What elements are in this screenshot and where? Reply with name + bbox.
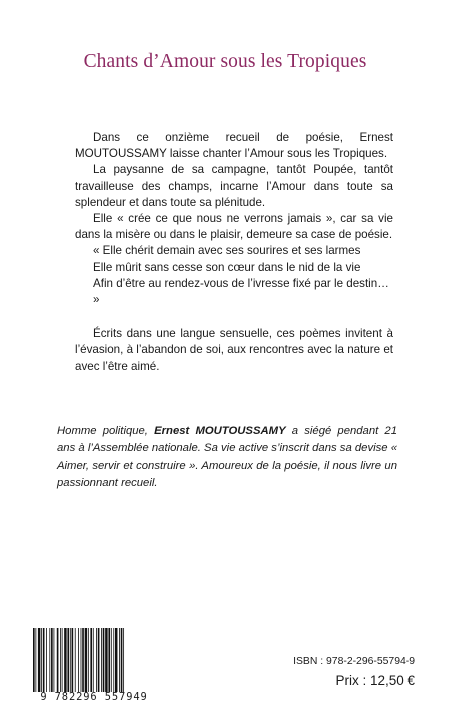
barcode-bar [78, 628, 79, 692]
isbn-number: ISBN : 978-2-296-55794-9 [293, 656, 415, 667]
barcode-bar [119, 628, 120, 692]
book-title: Chants d’Amour sous les Tropiques [83, 51, 367, 72]
barcode-bar [82, 628, 84, 692]
barcode-bar [49, 628, 50, 692]
barcode-bar [96, 628, 97, 692]
barcode-bar [51, 628, 53, 692]
barcode-bar [121, 628, 123, 692]
poem-quote-line-2: Elle mûrit sans cesse son cœur dans le nid de la vie [93, 260, 361, 274]
barcode-bar [43, 628, 45, 692]
barcode-image [32, 628, 156, 694]
barcode-bar [108, 628, 110, 692]
barcode-bar [88, 628, 89, 692]
poem-quote-line-3: Afin d’être au rendez-vous de l’ivresse fixé par le destin… » [93, 276, 389, 307]
barcode-bar [75, 628, 76, 692]
barcode-bar [93, 628, 94, 692]
barcode-bar [46, 628, 47, 692]
blurb-paragraph-2: La paysanne de sa campagne, tantôt Poupée, tantôt travailleuse des champs, incarne l’Amour dans toute sa splendeur et dans toute sa plénitude. [75, 163, 393, 209]
barcode-bar [60, 628, 61, 692]
blurb-text [75, 130, 393, 375]
author-name: Ernest MOUTOUSSAMY [154, 425, 286, 437]
barcode-bar [33, 628, 35, 692]
author-bio-text-1: Homme politique, [57, 425, 155, 437]
barcode-bar [85, 628, 87, 692]
barcode-bar [62, 628, 63, 692]
barcode-bar [41, 628, 42, 692]
barcode-bar [81, 628, 82, 692]
blurb-paragraph-4: Écrits dans une langue sensuelle, ces poèmes invitent à l’évasion, à l’abandon de soi, aux rencontres avec la nature et avec l’être aimé. [75, 327, 393, 373]
blurb-paragraph-3: Elle « crée ce que nous ne verrons jamais », car sa vie dans la misère ou dans le plaisir, demeure sa case de poésie. [75, 212, 393, 242]
barcode-bar [105, 628, 107, 692]
barcode-bar [72, 628, 74, 692]
barcode-bar [57, 628, 59, 692]
barcode-bar [38, 628, 40, 692]
barcode-bar [70, 628, 71, 692]
poem-quote-line-1: « Elle chérit demain avec ses sourires et ses larmes [93, 244, 361, 258]
barcode-bar [54, 628, 55, 692]
barcode-bar [113, 628, 114, 692]
barcode-bar [35, 628, 36, 692]
author-bio-text-2: a siégé pendant 21 ans à l’Assemblée nationale. Sa vie active s’inscrit dans sa devise « Aimer, servir et construire ». Amoureux de la poésie, il nous livre un passionnant recueil. [57, 425, 397, 489]
barcode-bar [103, 628, 105, 692]
barcode-bar [98, 628, 100, 692]
barcode-bar [64, 628, 66, 692]
blurb-paragraph-1: Dans ce onzième recueil de poésie, Ernest MOUTOUSSAMY laisse chanter l’Amour sous les Tropiques. [75, 131, 393, 161]
barcode-bar [123, 628, 124, 692]
barcode-bar [115, 628, 117, 692]
barcode-bars [32, 628, 156, 694]
barcode-bar [90, 628, 92, 692]
author-bio [57, 423, 397, 492]
barcode-bar [111, 628, 112, 692]
book-price: Prix : 12,50 € [335, 673, 415, 688]
barcode-bar [67, 628, 69, 692]
barcode-digits: 9 782296 557949 [40, 691, 148, 703]
barcode-bar [101, 628, 102, 692]
